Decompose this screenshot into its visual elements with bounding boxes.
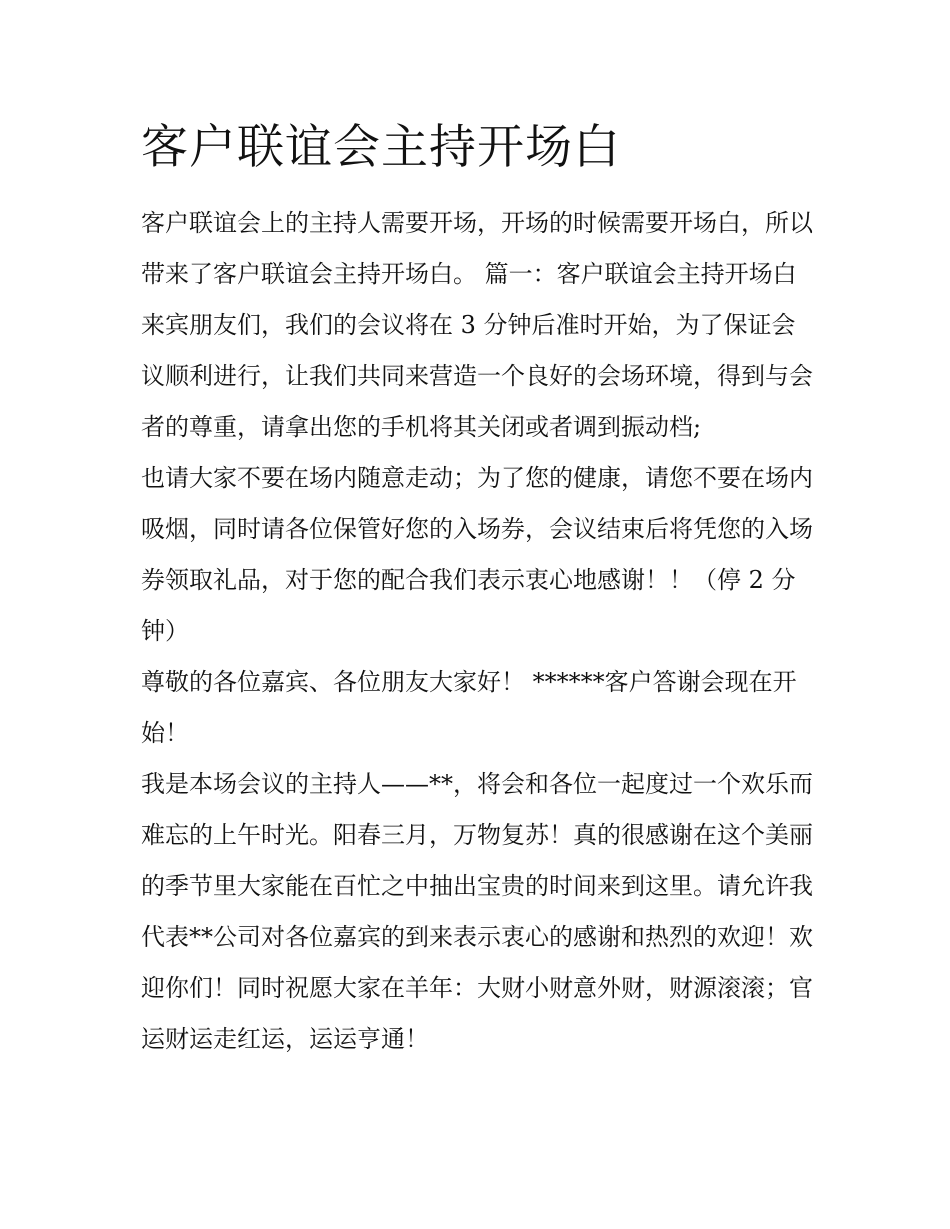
document-page [141, 118, 813, 1065]
paragraph-intro: 客户联谊会上的主持人需要开场，开场的时候需要开场白，所以带来了客户联谊会主持开场白。 篇一：客户联谊会主持开场白 [141, 209, 813, 288]
paragraph-welcome-notice: 来宾朋友们，我们的会议将在 3 分钟后准时开始，为了保证会议顺利进行，让我们共同来营造一个良好的会场环境，得到与会者的尊重，请拿出您的手机将其关闭或者调到振动档; [141, 311, 813, 441]
paragraph-venue-rules: 也请大家不要在场内随意走动；为了您的健康，请您不要在场内吸烟，同时请各位保管好您的入场券，会议结束后将凭您的入场券领取礼品，对于您的配合我们表示衷心地感谢！！（停 2 分钟） [141, 464, 813, 645]
paragraph-host-welcome: 我是本场会议的主持人——**，将会和各位一起度过一个欢乐而难忘的上午时光。阳春三月，万物复苏！真的很感谢在这个美丽的季节里大家能在百忙之中抽出宝贵的时间来到这里。请允许我代表**公司对各位嘉宾的到来表示衷心的感谢和热烈的欢迎！欢迎你们！同时祝愿大家在羊年：大财小财意外财，财源滚滚；官运财运走红运，运运亨通！ [141, 770, 813, 1053]
paragraph-opening-greeting: 尊敬的各位嘉宾、各位朋友大家好！ ******客户答谢会现在开始！ [141, 668, 797, 747]
document-title: 客户联谊会主持开场白 [141, 120, 621, 175]
